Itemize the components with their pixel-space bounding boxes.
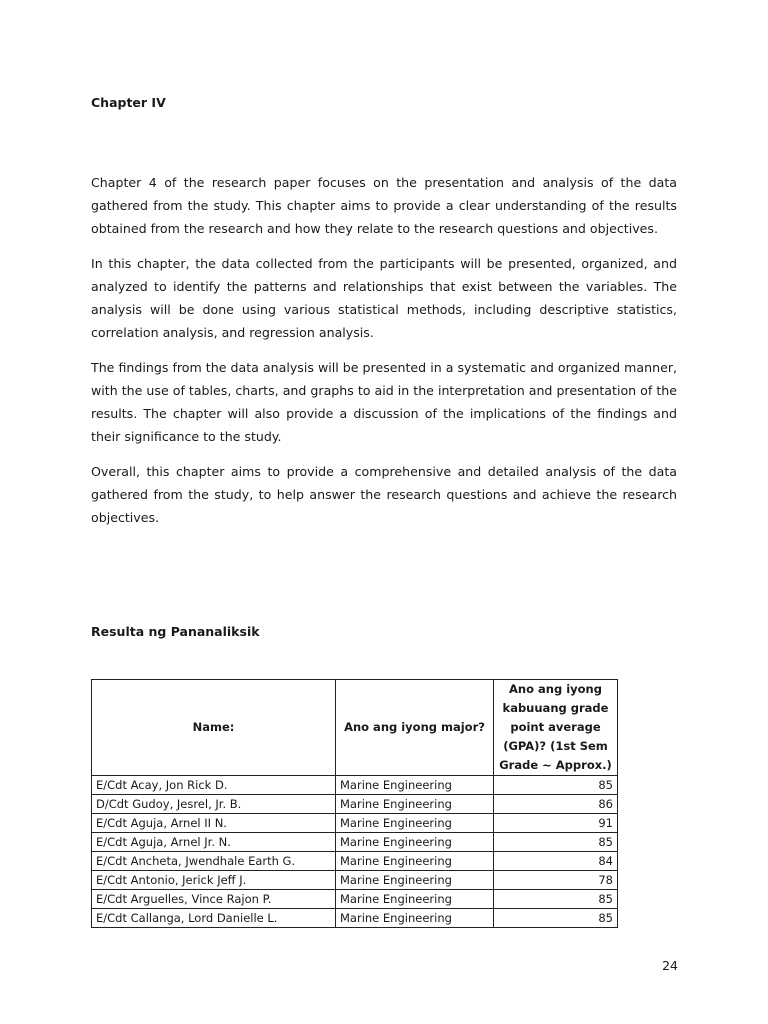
cell-major: Marine Engineering xyxy=(336,890,494,909)
cell-major: Marine Engineering xyxy=(336,871,494,890)
header-name: Name: xyxy=(92,680,336,776)
table-row xyxy=(92,776,618,795)
cell-gpa: 85 xyxy=(494,890,618,909)
paragraph: The findings from the data analysis will be presented in a systematic and organized manner, with the use of tables, charts, and graphs to aid in the interpretation and presentation of the results. The chapter will also provide a discussion of the implications of the findings and their significance to the study. xyxy=(91,360,677,444)
table-row xyxy=(92,871,618,890)
cell-major: Marine Engineering xyxy=(336,909,494,928)
table-row xyxy=(92,890,618,909)
cell-gpa: 86 xyxy=(494,795,618,814)
header-major: Ano ang iyong major? xyxy=(336,680,494,776)
cell-name: E/Cdt Aguja, Arnel II N. xyxy=(92,814,336,833)
cell-gpa: 84 xyxy=(494,852,618,871)
cell-major: Marine Engineering xyxy=(336,852,494,871)
cell-gpa: 78 xyxy=(494,871,618,890)
cell-major: Marine Engineering xyxy=(336,776,494,795)
table-header-row xyxy=(92,680,618,776)
cell-name: E/Cdt Arguelles, Vince Rajon P. xyxy=(92,890,336,909)
cell-name: E/Cdt Antonio, Jerick Jeff J. xyxy=(92,871,336,890)
table-row xyxy=(92,909,618,928)
table-row xyxy=(92,852,618,871)
cell-gpa: 85 xyxy=(494,833,618,852)
cell-name: E/Cdt Acay, Jon Rick D. xyxy=(92,776,336,795)
cell-name: E/Cdt Aguja, Arnel Jr. N. xyxy=(92,833,336,852)
cell-name: E/Cdt Ancheta, Jwendhale Earth G. xyxy=(92,852,336,871)
table-row xyxy=(92,795,618,814)
results-table xyxy=(91,679,618,928)
paragraph: Overall, this chapter aims to provide a comprehensive and detailed analysis of the data gathered from the study, to help answer the research questions and achieve the research objectives. xyxy=(91,464,677,525)
cell-major: Marine Engineering xyxy=(336,833,494,852)
cell-gpa: 91 xyxy=(494,814,618,833)
table-row xyxy=(92,814,618,833)
paragraph: Chapter 4 of the research paper focuses on the presentation and analysis of the data gathered from the study. This chapter aims to provide a clear understanding of the results obtained from the research and how they relate to the research questions and objectives. xyxy=(91,175,677,236)
cell-major: Marine Engineering xyxy=(336,814,494,833)
chapter-title: Chapter IV xyxy=(91,95,166,110)
cell-name: E/Cdt Callanga, Lord Danielle L. xyxy=(92,909,336,928)
section-title: Resulta ng Pananaliksik xyxy=(91,624,260,639)
cell-gpa: 85 xyxy=(494,776,618,795)
header-gpa: Ano ang iyong kabuuang grade point average (GPA)? (1st Sem Grade ~ Approx.) xyxy=(494,680,618,776)
paragraph: In this chapter, the data collected from the participants will be presented, organized, and analyzed to identify the patterns and relationships that exist between the variables. The analysis will be done using various statistical methods, including descriptive statistics, correlation analysis, and regression analysis. xyxy=(91,256,677,340)
cell-gpa: 85 xyxy=(494,909,618,928)
body-text xyxy=(91,171,677,541)
table-row xyxy=(92,833,618,852)
cell-name: D/Cdt Gudoy, Jesrel, Jr. B. xyxy=(92,795,336,814)
cell-major: Marine Engineering xyxy=(336,795,494,814)
page-number: 24 xyxy=(662,958,678,973)
